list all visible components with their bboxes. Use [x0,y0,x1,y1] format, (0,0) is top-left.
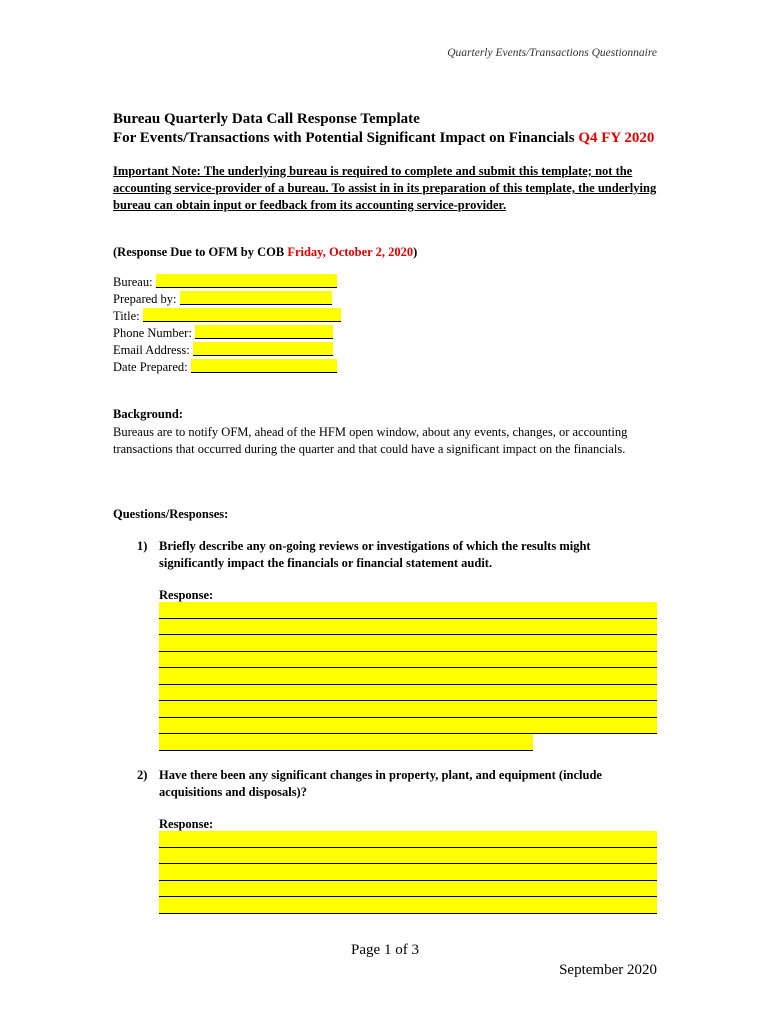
response-line[interactable] [159,897,657,914]
field-label: Prepared by: [113,292,177,306]
response-line[interactable] [159,668,657,685]
field-phone [113,325,341,342]
document-title [113,110,654,148]
field-label: Bureau: [113,275,153,289]
response-label: Response: [159,817,214,831]
response-line[interactable] [159,864,657,881]
page-number: Page 1 of 3 [351,942,419,958]
response-label: Response: [159,588,214,602]
response-line[interactable] [159,619,657,636]
response-line[interactable] [159,701,657,718]
question-1 [137,538,657,572]
footer-date: September 2020 [559,962,657,978]
response-line[interactable] [159,848,657,865]
header-fields [113,274,341,376]
field-email [113,342,341,359]
date-prepared-input[interactable] [191,359,337,373]
title-line-1: Bureau Quarterly Data Call Response Template [113,111,420,127]
response-line[interactable] [159,602,657,619]
response-line[interactable] [159,881,657,898]
response-1-area[interactable] [159,602,657,751]
question-number: 2) [137,768,148,782]
due-date: Friday, October 2, 2020 [287,245,414,259]
response-line[interactable] [159,718,657,735]
bureau-input[interactable] [156,274,337,288]
important-note: Important Note: The underlying bureau is required to complete and submit this template; not the accounting service-provider of a bureau. To assist in in its preparation of this template, the underlying bureau can obtain input or feedback from its accounting service-provider. [113,164,657,212]
running-header: Quarterly Events/Transactions Questionnaire [447,47,657,59]
field-prepared-by [113,291,341,308]
field-title [113,308,341,325]
response-line[interactable] [159,734,533,751]
title-period: Q4 FY 2020 [578,130,655,146]
field-label: Email Address: [113,343,190,357]
response-line[interactable] [159,831,657,848]
field-label: Title: [113,309,140,323]
field-date-prepared [113,359,341,376]
due-date-line: (Response Due to OFM by COB Friday, October 2, 2020) [113,245,418,259]
field-label: Phone Number: [113,326,192,340]
background-heading: Background: [113,407,183,421]
email-input[interactable] [193,342,333,356]
title-input[interactable] [143,308,341,322]
question-text: Briefly describe any on-going reviews or investigations of which the results might significantly impact the financials or financial statement audit. [159,539,591,570]
prepared-by-input[interactable] [180,291,332,305]
field-bureau [113,274,341,291]
response-2-area[interactable] [159,831,657,914]
response-line[interactable] [159,635,657,652]
question-text: Have there been any significant changes in property, plant, and equipment (include acquisitions and disposals)? [159,768,602,799]
background-text: Bureaus are to notify OFM, ahead of the HFM open window, about any events, changes, or accounting transactions that occurred during the quarter and that could have a significant impact on the financials. [113,425,628,456]
question-2 [137,767,657,801]
question-number: 1) [137,539,148,553]
response-line[interactable] [159,685,657,702]
questions-heading: Questions/Responses: [113,507,229,521]
response-line[interactable] [159,652,657,669]
title-line-2: For Events/Transactions with Potential Significant Impact on Financials Q4 FY 2020 [113,130,655,146]
phone-input[interactable] [195,325,333,339]
field-label: Date Prepared: [113,360,188,374]
